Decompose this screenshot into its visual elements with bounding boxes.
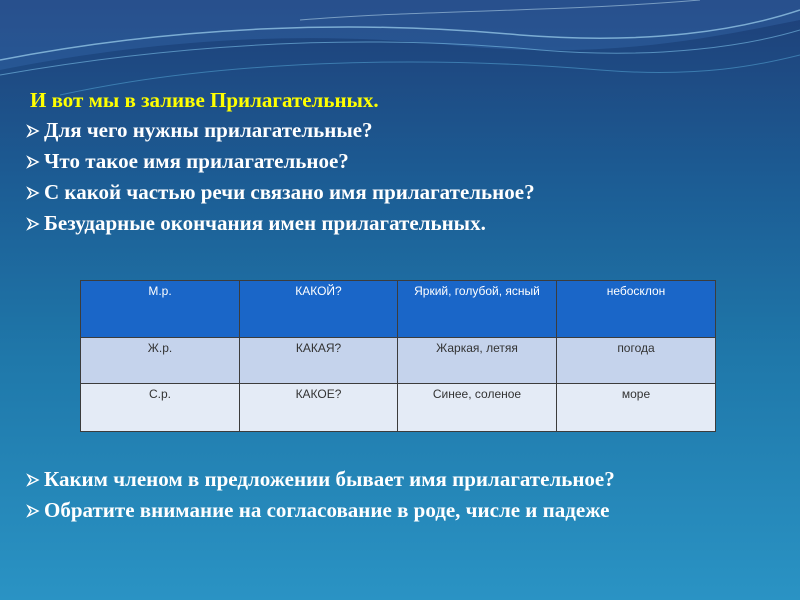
arrow-bullet-icon <box>26 471 41 489</box>
arrow-bullet-icon <box>26 502 41 520</box>
table-cell: Жаркая, летяя <box>398 338 557 384</box>
adjective-gender-table <box>80 280 716 432</box>
bullet-item <box>26 208 796 239</box>
arrow-bullet-icon <box>26 153 41 171</box>
bullet-text: С какой частью речи связано имя прилагательное? <box>44 180 535 204</box>
table-cell: КАКОЕ? <box>240 384 398 432</box>
bullet-item <box>26 464 796 495</box>
bullet-item <box>26 495 796 526</box>
bullet-text: Безударные окончания имен прилагательных. <box>44 211 486 235</box>
top-bullet-list <box>26 115 796 239</box>
table-cell: КАКАЯ? <box>240 338 398 384</box>
table-cell: море <box>557 384 716 432</box>
table-cell: М.р. <box>81 281 240 338</box>
bullet-text: Обратите внимание на согласование в роде, числе и падеже <box>44 498 610 522</box>
table-cell: небосклон <box>557 281 716 338</box>
bullet-item <box>26 146 796 177</box>
table-cell: Яркий, голубой, ясный <box>398 281 557 338</box>
arrow-bullet-icon <box>26 184 41 202</box>
arrow-bullet-icon <box>26 215 41 233</box>
bullet-text: Для чего нужны прилагательные? <box>44 118 373 142</box>
bottom-bullet-list <box>26 464 796 526</box>
table-cell: КАКОЙ? <box>240 281 398 338</box>
table-cell: погода <box>557 338 716 384</box>
table-cell: С.р. <box>81 384 240 432</box>
table-row <box>81 281 716 338</box>
slide-title: И вот мы в заливе Прилагательных. <box>30 88 379 112</box>
bullet-text: Что такое имя прилагательное? <box>44 149 349 173</box>
table-cell: Ж.р. <box>81 338 240 384</box>
table-row <box>81 384 716 432</box>
bullet-text: Каким членом в предложении бывает имя прилагательное? <box>44 467 615 491</box>
table-row <box>81 338 716 384</box>
table-cell: Синее, соленое <box>398 384 557 432</box>
bullet-item <box>26 177 796 208</box>
bullet-item <box>26 115 796 146</box>
arrow-bullet-icon <box>26 122 41 140</box>
